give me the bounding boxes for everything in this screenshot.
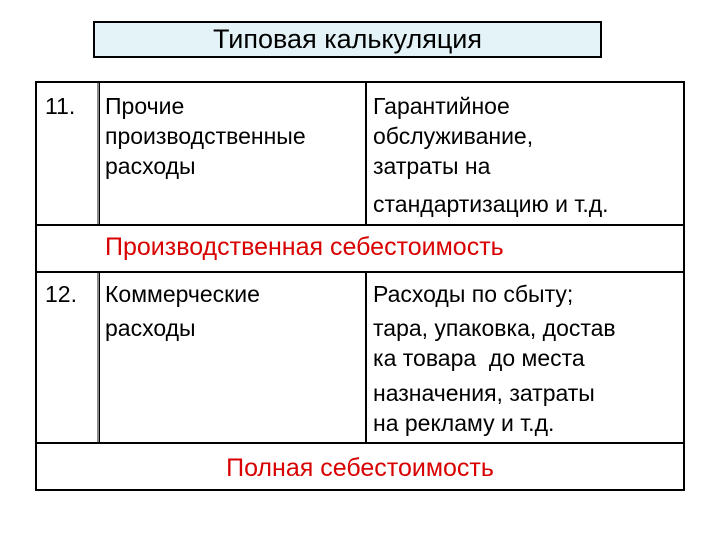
- column-divider: [365, 273, 367, 442]
- cost-item-description-line: назначения, затраты: [373, 380, 595, 406]
- column-divider: [99, 83, 100, 224]
- column-divider: [365, 83, 367, 224]
- production-cost-summary: Производственная себестоимость: [105, 233, 504, 261]
- row-divider: [35, 442, 685, 444]
- row-number: 11.: [45, 93, 76, 119]
- table-border-bottom: [35, 489, 685, 491]
- cost-item-description-line: обслуживание,: [373, 123, 534, 149]
- costing-table: [35, 81, 685, 491]
- cost-item-name-line: Коммерческие: [105, 281, 260, 307]
- table-border-right: [683, 81, 685, 491]
- cost-item-name-line: расходы: [105, 153, 196, 179]
- cost-item-description-line: стандартизацию и т.д.: [373, 191, 609, 217]
- cost-item-description-line: ка товара до места: [373, 345, 585, 371]
- cost-item-name-line: расходы: [105, 315, 196, 341]
- cost-item-description-line: на рекламу и т.д.: [373, 410, 555, 436]
- cost-item-description-line: Гарантийное: [373, 93, 510, 119]
- row-divider: [35, 224, 685, 226]
- cost-item-description-line: тара, упаковка, достав: [373, 315, 616, 341]
- row-divider: [35, 271, 685, 273]
- cost-item-name-line: производственные: [105, 123, 306, 149]
- table-border-top: [35, 81, 685, 83]
- slide-title: [93, 21, 602, 58]
- slide-title-text: Типовая калькуляция: [212, 24, 482, 54]
- cost-item-name-line: Прочие: [105, 93, 185, 119]
- full-cost-summary: Полная себестоимость: [226, 454, 494, 482]
- column-divider: [99, 273, 100, 442]
- table-border-left: [35, 81, 37, 491]
- cost-item-description-line: затраты на: [373, 153, 491, 179]
- cost-item-description-line: Расходы по сбыту;: [373, 281, 574, 307]
- row-number: 12.: [45, 281, 77, 307]
